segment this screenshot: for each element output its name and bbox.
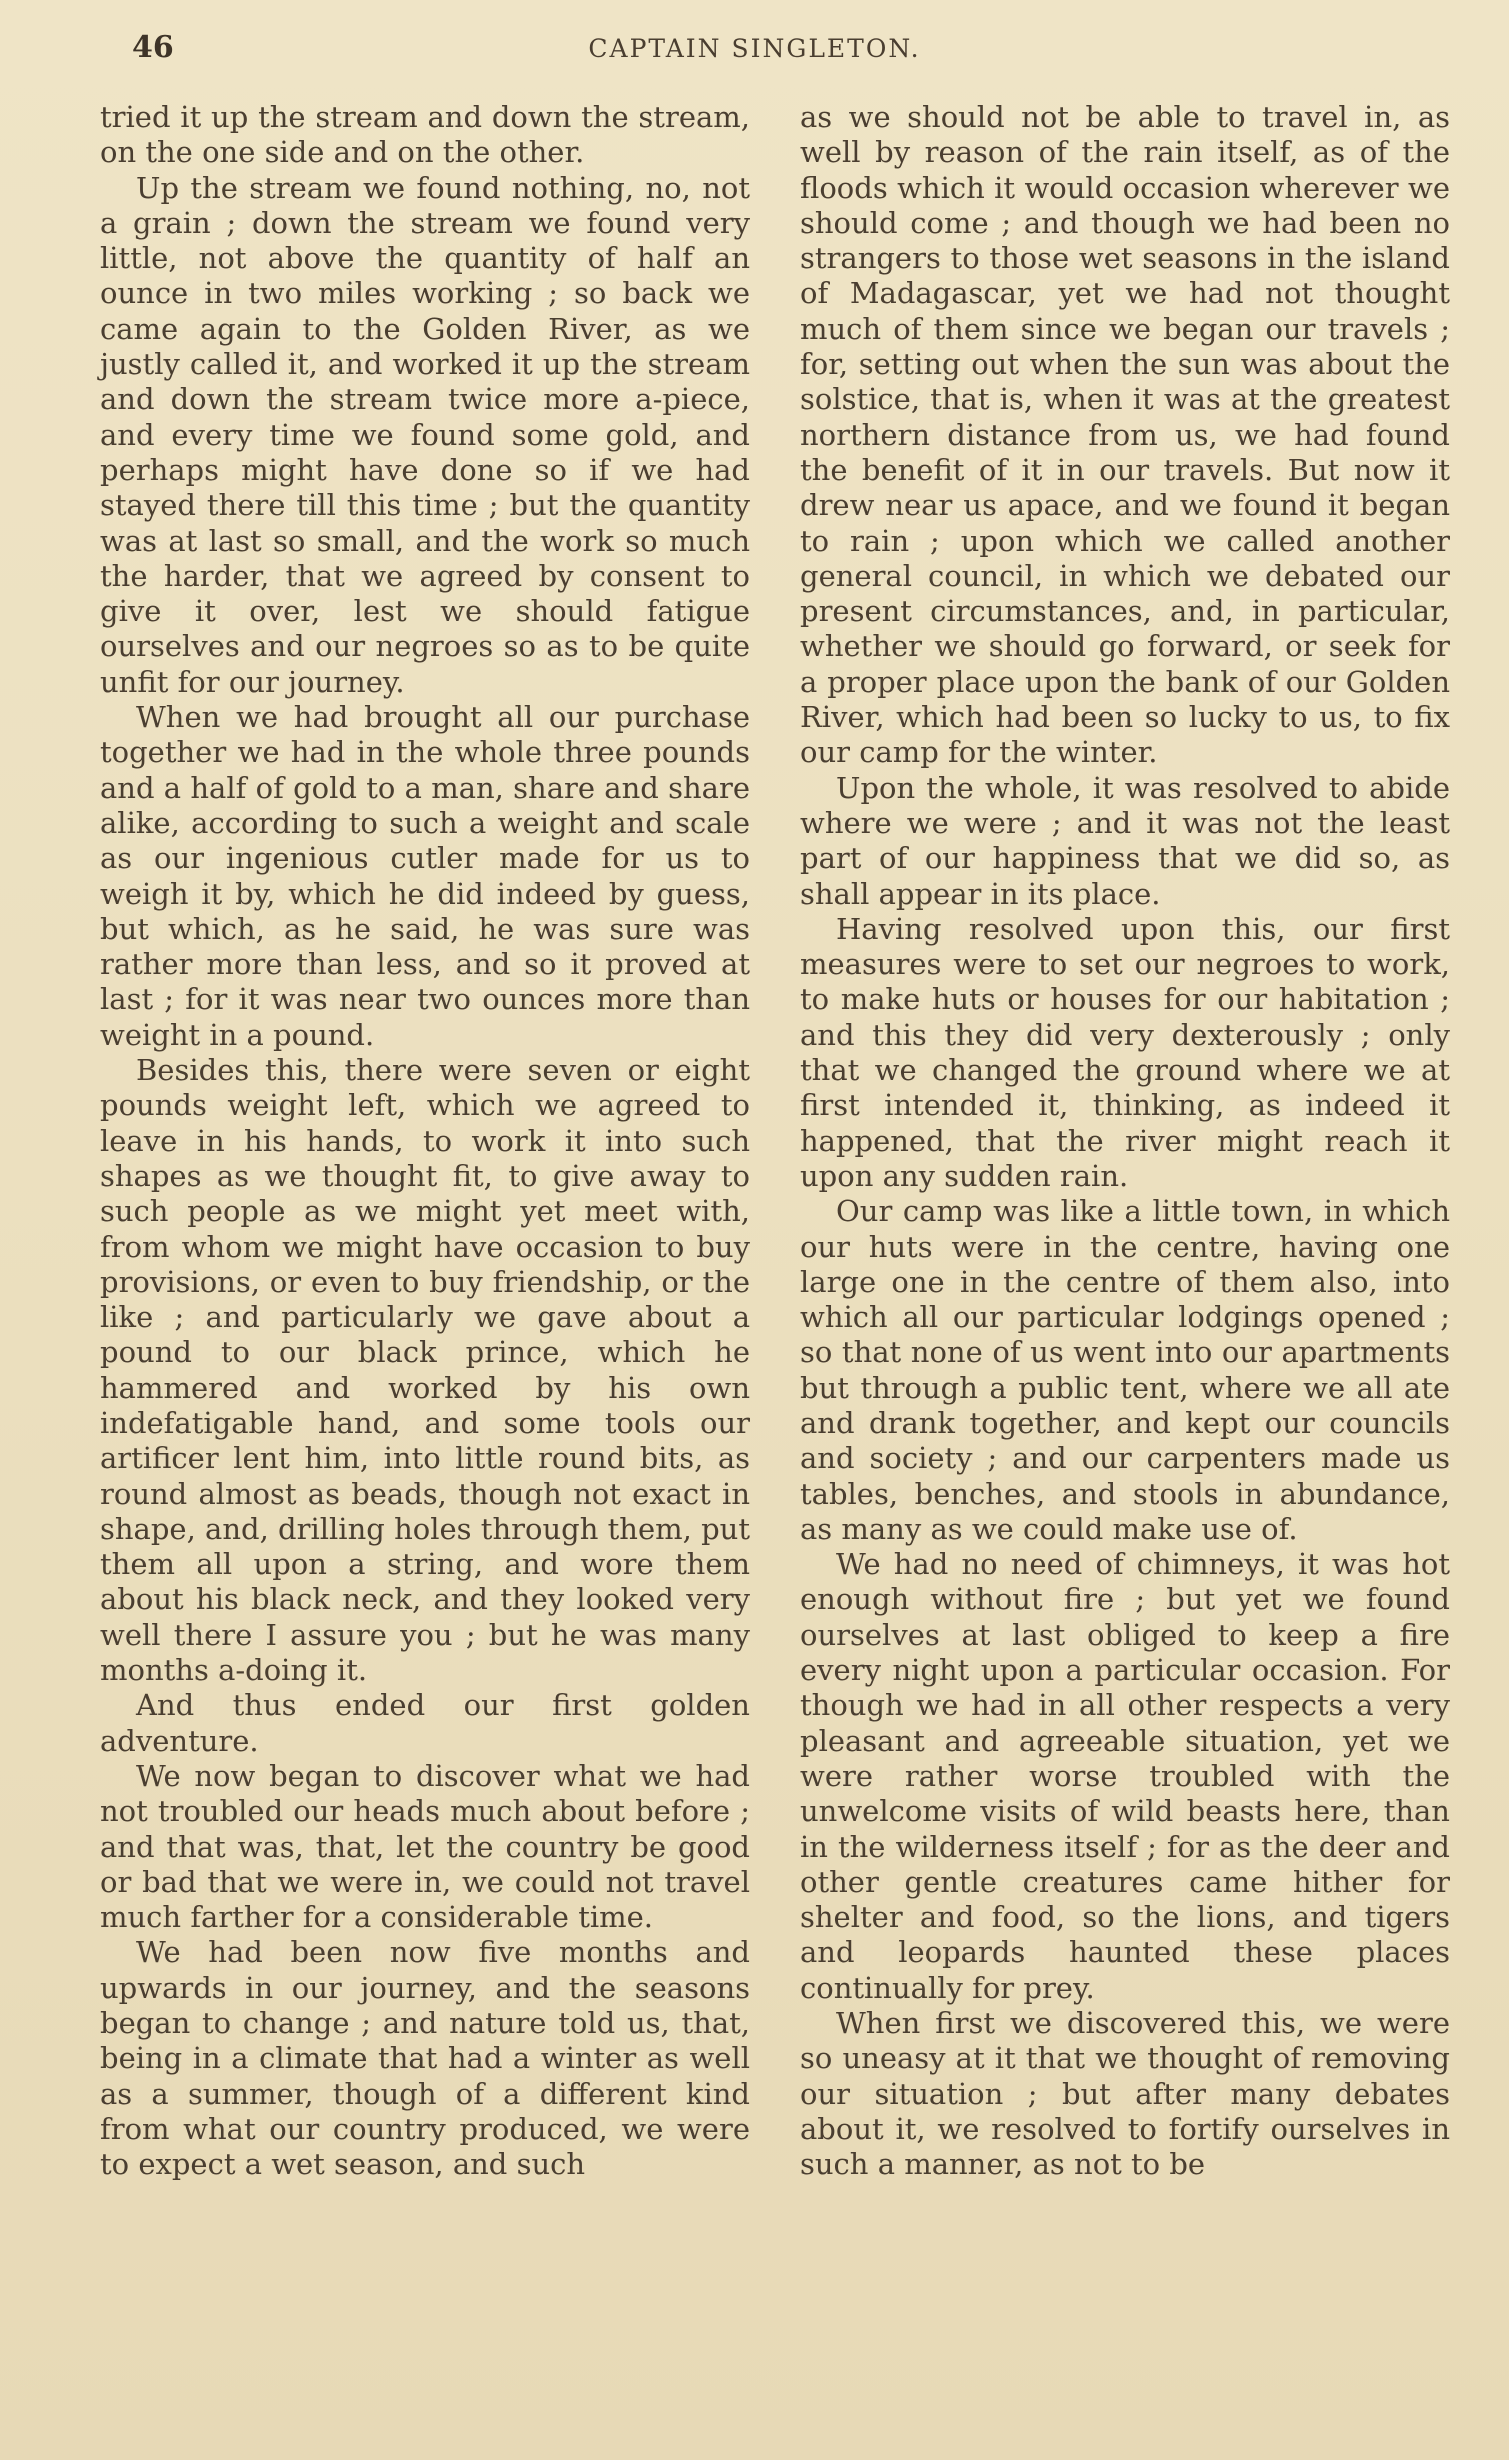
paragraph: We had been now five months and upwards in our journey, and the seasons began to change ; and nature told us, that, being in a climate that had a winter as well as a summer, though of a different kind from what our country produced, we were to expect a wet season, and such [100,1935,750,2182]
paragraph: When first we discovered this, we were so uneasy at it that we thought of removing our situation ; but after many debates about it, we resolved to fortify ourselves in such a manner, as not to be [800,2006,1450,2182]
paragraph: When we had brought all our purchase together we had in the whole three pounds and a half of gold to a man, share and share alike, according to such a weight and scale as our ingenious cutler made for us to weigh it by, which he did indeed by guess, but which, as he said, he was sure was rather more than less, and so it proved at last ; for it was near two ounces more than weight in a pound. [100,700,750,1052]
paragraph: Having resolved upon this, our first measures were to set our negroes to work, to make huts or houses for our habitation ; and this they did very dexterously ; only that we changed the ground where we at first intended it, thinking, as indeed it happened, that the river might reach it upon any sudden rain. [800,911,1450,1193]
paragraph: We had no need of chimneys, it was hot enough without fire ; but yet we found ourselves at last obliged to keep a fire every night upon a particular occasion. For though we had in all other respects a very pleasant and agreeable situation, yet we were rather worse troubled with the unwelcome visits of wild beasts here, than in the wilderness itself ; for as the deer and other gentle creatures came hither for shelter and food, so the lions, and tigers and leopards haunted these places continually for prey. [800,1547,1450,2005]
paragraph: Our camp was like a little town, in which our huts were in the centre, having one large one in the centre of them also, into which all our particular lodgings opened ; so that none of us went into our apartments but through a public tent, where we all ate and drank together, and kept our councils and society ; and our carpenters made us tables, benches, and stools in abundance, as many as we could make use of. [800,1194,1450,1546]
paragraph: And thus ended our first golden adventure. [100,1688,750,1758]
right-column [800,100,1450,2183]
page-number: 46 [132,30,174,65]
paragraph: We now began to discover what we had not troubled our heads much about before ; and that was, that, let the country be good or bad that we were in, we could not travel much farther for a considerable time. [100,1758,750,1935]
paragraph: tried it up the stream and down the stream, on the one side and on the other. [100,100,750,170]
page-header [0,30,1509,80]
running-title: CAPTAIN SINGLETON. [588,34,921,63]
left-column [100,100,750,2183]
paragraph: Upon the whole, it was resolved to abide where we were ; and it was not the least part of our happiness that we did so, as shall appear in its place. [800,770,1450,911]
paragraph: Besides this, there were seven or eight pounds weight left, which we agreed to leave in his hands, to work it into such shapes as we thought fit, to give away to such people as we might yet meet with, from whom we might have occasion to buy provisions, or even to buy friendship, or the like ; and particularly we gave about a pound to our black prince, which he hammered and worked by his own indefatigable hand, and some tools our artificer lent him, into little round bits, as round almost as beads, though not exact in shape, and, drilling holes through them, put them all upon a string, and wore them about his black neck, and they looked very well there I assure you ; but he was many months a-doing it. [100,1053,750,1688]
paragraph: as we should not be able to travel in, as well by reason of the rain itself, as of the floods which it would occasion wherever we should come ; and though we had been no strangers to those wet seasons in the island of Madagascar, yet we had not thought much of them since we began our travels ; for, setting out when the sun was about the solstice, that is, when it was at the greatest northern distance from us, we had found the benefit of it in our travels. But now it drew near us apace, and we found it began to rain ; upon which we called another general council, in which we debated our present circumstances, and, in particular, whether we should go forward, or seek for a proper place upon the bank of our Golden River, which had been so lucky to us, to fix our camp for the winter. [800,100,1450,770]
paragraph: Up the stream we found nothing, no, not a grain ; down the stream we found very little, not above the quantity of half an ounce in two miles working ; so back we came again to the Golden River, as we justly called it, and worked it up the stream and down the stream twice more a-piece, and every time we found some gold, and perhaps might have done so if we had stayed there till this time ; but the quantity was at last so small, and the work so much the harder, that we agreed by consent to give it over, lest we should fatigue ourselves and our negroes so as to be quite unfit for our journey. [100,170,750,699]
